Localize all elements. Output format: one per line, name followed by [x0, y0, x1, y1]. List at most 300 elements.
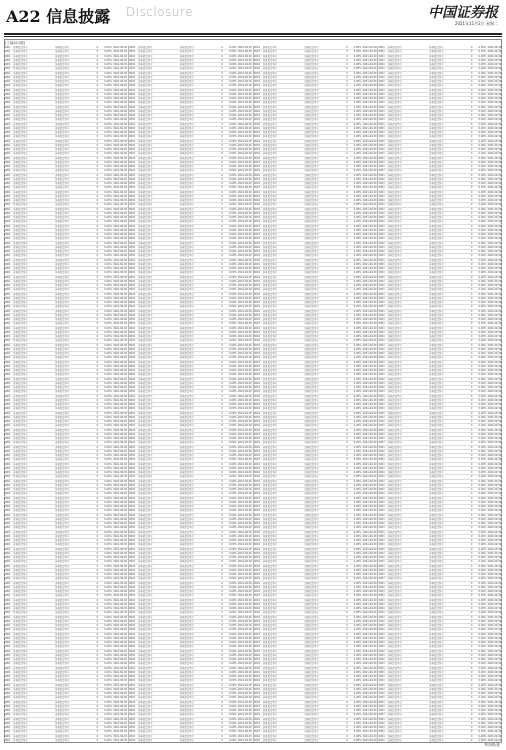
table-cell: 0.00%: [353, 675, 362, 678]
table-cell: 0: [346, 80, 348, 83]
table-cell: 0: [221, 726, 223, 729]
table-cell: 证券投资基金: [304, 80, 319, 83]
table-cell: 0001: [4, 216, 11, 219]
table-cell: 0.00%: [229, 326, 237, 330]
table-cell: 证券投资基金: [179, 309, 195, 313]
table-cell: 0001: [129, 492, 136, 496]
table-cell: 0.00%: [104, 139, 112, 143]
table-cell: 证券投资基金: [138, 483, 153, 487]
table-cell: 0.00%: [104, 194, 112, 198]
table-cell: 证券投资基金: [387, 267, 402, 270]
table-cell: 证券投资基金: [13, 670, 28, 674]
table-cell: 0.00%: [353, 386, 362, 389]
table-cell: 0.00%: [478, 301, 487, 304]
table-cell: 2021-09-30: [237, 441, 252, 445]
table-cell: 0001: [378, 143, 385, 147]
table-cell: 2021-09-30: [113, 284, 128, 287]
table-cell: 0001: [378, 296, 385, 300]
table-cell: 证券投资基金: [179, 373, 195, 377]
table-cell: 证券投资基金: [304, 237, 319, 241]
table-cell: 0: [221, 207, 223, 211]
table-cell: 0001: [253, 224, 260, 228]
table-cell: 0.00%: [478, 67, 487, 71]
table-cell: 证券投资基金: [429, 318, 444, 321]
table-cell: 0: [221, 360, 223, 364]
table-cell: 0.00%: [353, 352, 362, 355]
table-cell: 0: [96, 296, 99, 300]
table-cell: 0: [96, 67, 99, 71]
table-cell: 0: [470, 254, 473, 258]
table-cell: 证券投资基金: [138, 258, 153, 262]
table-cell: 2021-09-30: [113, 551, 128, 555]
table-cell: 0: [96, 522, 99, 525]
table-cell: 2021-09-30: [487, 105, 502, 109]
table-cell: 证券投资基金: [13, 211, 28, 215]
table-cell: 证券投资基金: [138, 237, 153, 241]
table-cell: 证券投资基金: [54, 670, 70, 674]
table-cell: 0.00%: [104, 275, 112, 279]
table-cell: 0: [346, 386, 348, 389]
table-cell: 证券投资基金: [179, 675, 195, 678]
table-cell: 证券投资基金: [13, 522, 28, 525]
table-cell: 2021-09-30: [487, 143, 502, 147]
table-cell: 证券投资基金: [138, 466, 153, 470]
table-cell: 证券投资基金: [387, 97, 402, 100]
table-cell: 证券投资基金: [262, 581, 278, 585]
table-cell: 证券投资基金: [179, 173, 195, 177]
table-cell: 证券投资基金: [387, 118, 402, 122]
table-cell: 0.00%: [104, 390, 112, 394]
table-cell: 证券投资基金: [262, 322, 278, 326]
table-cell: 0: [221, 313, 223, 317]
table-cell: 0.00%: [229, 356, 237, 360]
table-cell: 0: [221, 75, 223, 79]
table-cell: 证券投资基金: [262, 390, 278, 394]
table-cell: 0.00%: [353, 407, 362, 411]
table-cell: 0: [346, 573, 348, 576]
table-cell: 0: [221, 173, 223, 177]
table-cell: 0: [221, 517, 223, 521]
table-cell: 证券投资基金: [138, 568, 153, 572]
table-cell: 2021-09-30: [362, 704, 377, 708]
table-cell: 证券投资基金: [304, 165, 319, 168]
table-cell: 0001: [129, 88, 136, 92]
table-cell: 2021-09-30: [487, 207, 502, 211]
table-cell: 0.00%: [229, 182, 237, 185]
table-cell: 2021-09-30: [487, 114, 502, 117]
table-cell: 0.00%: [229, 696, 237, 700]
table-cell: 0: [96, 492, 99, 496]
table-cell: 0: [346, 245, 348, 249]
table-cell: 2021-09-30: [237, 390, 252, 394]
table-cell: 证券投资基金: [13, 173, 28, 177]
table-cell: 0001: [129, 683, 136, 687]
table-cell: 0001: [253, 352, 260, 355]
table-cell: 证券投资基金: [54, 169, 70, 173]
table-cell: 0001: [4, 726, 11, 729]
table-cell: 0001: [4, 160, 11, 164]
table-cell: 0.00%: [478, 194, 487, 198]
table-cell: 证券投资基金: [138, 611, 153, 615]
table-cell: 2021-09-30: [487, 148, 502, 151]
table-cell: 2021-09-30: [113, 275, 128, 279]
table-cell: 证券投资基金: [179, 581, 195, 585]
table-cell: 0001: [4, 615, 11, 619]
table-cell: 0001: [378, 139, 385, 143]
table-cell: 证券投资基金: [179, 305, 195, 309]
table-cell: 证券投资基金: [179, 721, 195, 725]
table-cell: 证券投资基金: [179, 339, 195, 343]
table-cell: 0.00%: [229, 454, 237, 457]
table-cell: 0.00%: [104, 636, 112, 640]
table-cell: 证券投资基金: [54, 513, 70, 517]
table-cell: 2021-09-30: [362, 488, 377, 491]
table-cell: 证券投资基金: [429, 279, 444, 283]
table-cell: 2021-09-30: [362, 347, 377, 351]
table-cell: 证券投资基金: [262, 628, 278, 632]
table-cell: 0.00%: [478, 71, 487, 75]
table-cell: 2021-09-30: [362, 628, 377, 632]
table-cell: 2021-09-30: [237, 513, 252, 517]
table-cell: 0001: [378, 267, 385, 270]
table-cell: 证券投资基金: [138, 687, 153, 691]
table-cell: 证券投资基金: [304, 449, 319, 453]
table-cell: 0001: [129, 653, 136, 657]
table-cell: 证券投资基金: [262, 284, 278, 287]
table-cell: 2021-09-30: [113, 250, 128, 253]
table-cell: 0.00%: [229, 190, 237, 194]
table-cell: 0.00%: [104, 131, 112, 134]
table-cell: 2021-09-30: [237, 496, 252, 500]
table-cell: 0: [96, 58, 99, 62]
table-cell: 0: [96, 509, 99, 513]
table-cell: 2021-09-30: [237, 717, 252, 721]
table-cell: 证券投资基金: [138, 658, 153, 661]
table-cell: 0001: [129, 139, 136, 143]
table-cell: 证券投资基金: [262, 369, 278, 372]
table-cell: 0001: [129, 335, 136, 338]
table-cell: 0001: [4, 704, 11, 708]
table-cell: 证券投资基金: [429, 160, 444, 164]
table-cell: 0: [346, 322, 348, 326]
table-cell: 0.00%: [229, 619, 237, 623]
table-cell: 2021-09-30: [362, 683, 377, 687]
table-cell: 证券投资基金: [262, 730, 278, 734]
table-cell: 0.00%: [229, 670, 237, 674]
table-cell: 0: [346, 611, 348, 615]
table-cell: 0: [221, 568, 223, 572]
table-cell: 0.00%: [353, 364, 362, 368]
table-cell: 0: [96, 169, 99, 173]
table-cell: 0: [346, 526, 348, 530]
table-cell: 0001: [378, 71, 385, 75]
table-cell: 0: [221, 194, 223, 198]
table-cell: 证券投资基金: [138, 619, 153, 623]
table-cell: 0001: [253, 241, 260, 245]
table-cell: 证券投资基金: [262, 203, 278, 207]
table-cell: 证券投资基金: [179, 160, 195, 164]
table-cell: 0: [346, 543, 348, 547]
table-cell: 证券投资基金: [429, 271, 444, 275]
table-cell: 0001: [4, 339, 11, 343]
table-cell: 证券投资基金: [13, 245, 28, 249]
table-cell: 证券投资基金: [262, 313, 278, 317]
table-cell: 2021-09-30: [487, 258, 502, 262]
table-cell: 证券投资基金: [138, 369, 153, 372]
table-cell: 证券投资基金: [262, 403, 278, 406]
table-cell: 0.00%: [104, 182, 112, 185]
table-cell: 0001: [4, 700, 11, 704]
table-cell: 2021-09-30: [237, 658, 252, 661]
table-cell: 0: [346, 530, 348, 534]
table-cell: 0001: [4, 619, 11, 623]
table-cell: 0: [346, 517, 348, 521]
table-cell: 证券投资基金: [262, 632, 278, 636]
table-cell: 0.00%: [353, 381, 362, 385]
table-cell: 0001: [4, 505, 11, 508]
table-cell: 0001: [4, 105, 11, 109]
table-cell: 0.00%: [104, 250, 112, 253]
table-cell: 2021-09-30: [237, 143, 252, 147]
table-cell: 证券投资基金: [13, 165, 28, 168]
table-cell: 证券投资基金: [179, 131, 195, 134]
table-cell: 0: [221, 271, 223, 275]
table-cell: 0: [346, 207, 348, 211]
table-cell: 0: [346, 403, 348, 406]
table-cell: 0001: [129, 203, 136, 207]
table-cell: 0.00%: [104, 46, 112, 49]
table-cell: 0001: [253, 326, 260, 330]
table-cell: 0: [221, 598, 223, 602]
table-cell: 0.00%: [229, 84, 237, 88]
table-cell: 0001: [378, 190, 385, 194]
table-cell: 2021-09-30: [113, 292, 128, 296]
table-cell: 证券投资基金: [13, 611, 28, 615]
table-cell: 2021-09-30: [362, 445, 377, 449]
table-cell: 证券投资基金: [387, 309, 402, 313]
table-cell: 0001: [378, 220, 385, 224]
table-cell: 证券投资基金: [13, 305, 28, 309]
table-cell: 2021-09-30: [487, 88, 502, 92]
table-cell: 证券投资基金: [13, 224, 28, 228]
table-cell: 证券投资基金: [429, 143, 444, 147]
table-cell: 2021-09-30: [113, 237, 128, 241]
table-cell: 0: [470, 339, 473, 343]
table-cell: 0.00%: [104, 551, 112, 555]
table-cell: 0001: [4, 445, 11, 449]
table-cell: 证券投资基金: [262, 585, 278, 589]
table-cell: 证券投资基金: [429, 275, 444, 279]
table-cell: 2021-09-30: [113, 670, 128, 674]
table-cell: 0: [346, 58, 348, 62]
table-cell: 0: [96, 415, 99, 419]
table-cell: 0001: [129, 109, 136, 113]
table-cell: 0001: [129, 602, 136, 606]
table-cell: 证券投资基金: [304, 356, 319, 360]
table-cell: 0.00%: [104, 704, 112, 708]
table-cell: 2021-09-30: [362, 407, 377, 411]
table-cell: 0001: [129, 556, 136, 559]
table-cell: 证券投资基金: [304, 428, 319, 432]
table-cell: 0: [221, 666, 223, 670]
table-cell: 0001: [378, 97, 385, 100]
table-cell: 0001: [4, 330, 11, 334]
table-cell: 0: [346, 662, 348, 666]
table-cell: 证券投资基金: [179, 568, 195, 572]
table-cell: 证券投资基金: [429, 339, 444, 343]
table-cell: 0.00%: [478, 237, 487, 241]
table-cell: 0: [221, 704, 223, 708]
table-cell: 0: [96, 88, 99, 92]
table-cell: 0.00%: [229, 224, 237, 228]
table-cell: 0.00%: [353, 717, 362, 721]
table-cell: 证券投资基金: [138, 700, 153, 704]
table-cell: 证券投资基金: [138, 692, 153, 695]
table-cell: 0.00%: [353, 288, 362, 292]
table-cell: 0: [221, 352, 223, 355]
table-cell: 0: [96, 386, 99, 389]
table-cell: 2021-09-30: [362, 483, 377, 487]
table-cell: 证券投资基金: [138, 58, 153, 62]
table-cell: 证券投资基金: [179, 199, 195, 202]
table-cell: 证券投资基金: [179, 118, 195, 122]
table-cell: 证券投资基金: [429, 71, 444, 75]
table-cell: 0001: [253, 182, 260, 185]
table-cell: 2021-09-30: [113, 692, 128, 695]
table-cell: 0001: [129, 80, 136, 83]
table-cell: 0: [96, 143, 99, 147]
table-cell: 0001: [253, 420, 260, 423]
table-cell: 证券投资基金: [304, 390, 319, 394]
table-cell: 2021-09-30: [362, 458, 377, 462]
table-cell: 0.00%: [104, 84, 112, 88]
table-cell: 证券投资基金: [304, 292, 319, 296]
table-cell: 0: [470, 318, 473, 321]
table-cell: 0001: [4, 126, 11, 130]
table-cell: 2021-09-30: [237, 54, 252, 58]
table-cell: 0.00%: [104, 186, 112, 190]
table-cell: 0: [221, 88, 223, 92]
table-cell: 0: [221, 109, 223, 113]
table-cell: 证券投资基金: [387, 58, 402, 62]
table-cell: 证券投资基金: [429, 305, 444, 309]
table-cell: 证券投资基金: [179, 458, 195, 462]
table-cell: 0: [96, 122, 99, 126]
table-cell: 0: [96, 526, 99, 530]
table-cell: 证券投资基金: [138, 343, 153, 347]
table-cell: 0.00%: [104, 454, 112, 457]
table-cell: 0.00%: [229, 322, 237, 326]
table-cell: 证券投资基金: [138, 709, 153, 712]
table-cell: 0: [221, 330, 223, 334]
table-cell: 证券投资基金: [262, 398, 278, 402]
table-cell: 证券投资基金: [54, 343, 70, 347]
table-cell: 证券投资基金: [262, 500, 278, 504]
table-cell: 2021-09-30: [113, 483, 128, 487]
table-cell: 0: [346, 67, 348, 71]
table-cell: 2021-09-30: [362, 245, 377, 249]
table-cell: 证券投资基金: [54, 148, 70, 151]
table-cell: 证券投资基金: [429, 258, 444, 262]
table-cell: 证券投资基金: [54, 615, 70, 619]
table-cell: 证券投资基金: [387, 275, 402, 279]
table-cell: 证券投资基金: [179, 730, 195, 734]
table-cell: 0.00%: [229, 415, 237, 419]
table-cell: 0: [470, 63, 473, 66]
table-cell: 0001: [253, 454, 260, 457]
table-cell: 证券投资基金: [304, 262, 319, 266]
table-cell: 证券投资基金: [179, 194, 195, 198]
table-cell: 0: [346, 721, 348, 725]
table-cell: 2021-09-30: [362, 105, 377, 109]
table-cell: 2021-09-30: [362, 730, 377, 734]
table-cell: 0.00%: [229, 530, 237, 534]
table-cell: 2021-09-30: [113, 131, 128, 134]
table-cell: 证券投资基金: [138, 415, 153, 419]
table-cell: 0: [221, 58, 223, 62]
table-cell: 0.00%: [353, 186, 362, 190]
table-cell: 0: [346, 458, 348, 462]
table-cell: 证券投资基金: [304, 709, 319, 712]
table-cell: 证券投资基金: [304, 415, 319, 419]
table-cell: 0: [346, 377, 348, 381]
table-cell: 证券投资基金: [262, 420, 278, 423]
table-cell: 证券投资基金: [54, 318, 70, 321]
table-cell: 证券投资基金: [13, 547, 28, 551]
table-cell: 0.00%: [104, 50, 112, 54]
table-cell: 证券投资基金: [304, 224, 319, 228]
table-cell: 证券投资基金: [138, 160, 153, 164]
table-cell: 2021-09-30: [113, 101, 128, 105]
table-cell: 0: [470, 292, 473, 296]
table-cell: 0001: [4, 275, 11, 279]
table-cell: 证券投资基金: [54, 165, 70, 168]
table-cell: 0.00%: [478, 118, 487, 122]
table-cell: 0.00%: [478, 211, 487, 215]
table-cell: 2021-09-30: [237, 424, 252, 428]
table-cell: 0: [221, 394, 223, 398]
table-cell: 0: [221, 165, 223, 168]
table-cell: 0001: [129, 645, 136, 649]
table-cell: 0001: [253, 288, 260, 292]
table-cell: 0.00%: [353, 54, 362, 58]
table-cell: 2021-09-30: [487, 284, 502, 287]
table-cell: 0001: [129, 169, 136, 173]
table-cell: 证券投资基金: [54, 641, 70, 644]
table-cell: 证券投资基金: [304, 717, 319, 721]
table-cell: 0.00%: [353, 581, 362, 585]
table-cell: 证券投资基金: [429, 165, 444, 168]
table-cell: 证券投资基金: [387, 54, 402, 58]
table-cell: 证券投资基金: [138, 296, 153, 300]
table-cell: 证券投资基金: [54, 122, 70, 126]
table-cell: 证券投资基金: [262, 343, 278, 347]
table-cell: 0: [221, 683, 223, 687]
table-cell: 0001: [4, 471, 11, 474]
table-cell: 证券投资基金: [13, 131, 28, 134]
table-cell: 0.00%: [104, 564, 112, 568]
table-cell: 0: [346, 696, 348, 700]
table-cell: 2021-09-30: [237, 71, 252, 75]
table-cell: 0: [221, 730, 223, 734]
table-cell: 0.00%: [229, 352, 237, 355]
table-cell: 证券投资基金: [54, 492, 70, 496]
table-cell: 0.00%: [104, 479, 112, 483]
table-cell: 证券投资基金: [138, 139, 153, 143]
table-cell: 证券投资基金: [54, 80, 70, 83]
table-cell: 0001: [4, 58, 11, 62]
table-cell: 0: [470, 114, 473, 117]
